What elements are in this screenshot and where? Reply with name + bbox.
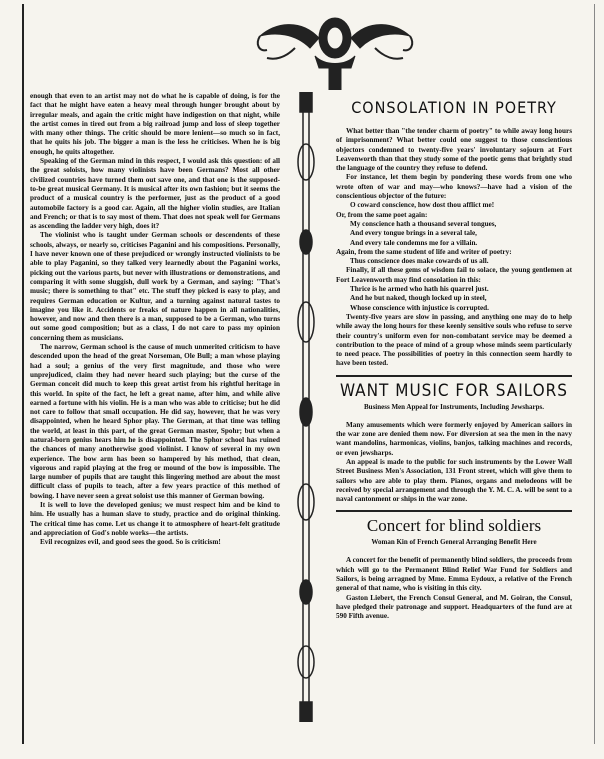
left-paragraph: Evil recognizes evil, and good sees the good. So is criticism! bbox=[40, 538, 221, 547]
left-paragraph: The narrow, German school is the cause of much unmerited criticism to have descended upon the head of the great Norseman, Ole Bull; a man whose playing had a soul; a genius of the very first magnitude, and those who were unprejudiced, claim they had never heard such playing; but the curse of the German conceit did much to keep this great artist from his rightful heritage in this world. In spite of the fact, he left a great name, after him, and while alive earned a fortune with his violin. He is a man who was able to criticise; but he did not care to follow that small occupation. He did say, however, that he was very disappointed, when he heard Sphor play. The German, at that time was telling the world, at least in this part, of the great German master, Spohr; but when a natural-born genius hears him he is disappointed. The Sphor school has ruined the chances of many anotherwise good violinist. I know of several in my own experience. The bow arm has been so hampered by his method, that clean, vigorous and rapid playing at the frog or mound of the bow is impossible. The large number of pupils that are taught this lingering method are about the most difficult class of pupils to teach, after a few years practice of this method of bowing. I have never seen a great soloist use this manner of German bowing. bbox=[30, 343, 280, 500]
poem-line: Thrice is he armed who hath his quarrel just. bbox=[350, 285, 489, 294]
sailors-paragraph: Many amusements which were formerly enjoyed by American sailors in the war zone are denied them now. For diversion at sea the men in the navy want mandolins, harmonicas, violins, banjos, talking machines and records, or even jewsharps. bbox=[336, 420, 572, 457]
left-paragraph: It is well to love the developed genius; we must respect him and be kind to him. He usually has a human slave to study, practice and do original thinking. The critical time has come. Let us change it to atmosphere of heart-felt gratitude and appreciation of God's noble works—the artists. bbox=[30, 501, 280, 537]
concert-paragraph: A concert for the benefit of permanently blind soldiers, the proceeds from which will go to the Permanent Blind Relief War Fund for Soldiers and Sailors, is being arragned by Mme. Emma Eydoux, a relative of the French general of that name, who is visiting in this city. bbox=[336, 556, 572, 593]
sailors-heading: WANT MUSIC FOR SAILORS bbox=[339, 380, 569, 401]
poem-line: Thus conscience does make cowards of us all. bbox=[350, 257, 489, 266]
left-paragraph: enough that even to an artist may not do what he is capable of doing, is for the fact that he might have eaten a heavy meal through hunger brought about by irregular meals, and again the critic might have indigestion on that night, while the artist comes in tired out from a big railroad jump and loss of sleep together with many other things. The critic should be more lenient—so much so in fact, that he quits his job. The bigger a man is the less he criticises. When he is big enough, he quits altogether. bbox=[30, 92, 280, 156]
consolation-paragraph: Again, from the same student of life and writer of poetry: bbox=[336, 247, 512, 256]
sailors-paragraph: An appeal is made to the public for such instruments by the Lower Wall Street Business Men's Association, 131 Front street, which will give them to sailors who are able to play them. Pianos, organs and melodeons will be received by special arrangement and through the Y. M. C. A. will be sent to a naval cantonment or ships in the war zone. bbox=[336, 457, 572, 504]
consolation-paragraph: Finally, if all these gems of wisdom fail to solace, the young gentlemen at Fort Leavenworth may find consolation in this: bbox=[336, 266, 572, 284]
consolation-paragraph: For instance, let them begin by pondering these words from one who wrote often of war and may—who knows?—have had a vision of the conscientious objector of the future: bbox=[336, 173, 572, 201]
left-paragraph: The violinist who is taught under German schools or descendents of these schools, always, or nearly so, criticises Paganini and his compositions. Personally, I have never known one of these prejudiced or wrongly instructed violinists to be able to play Paganini, so they talked very learnedly about the Paganini works, picking out the various parts, but never with illustrations or demonstrations, and comparing it with some sluggish, dull work by a German, and saying: "That's music; there is something to that" etc. The stuff they picked is easy to play, and requires German education or Kultur, and a turning against natural tastes to imagine you like it. Accidents or freaks of nature happen in all nationalities, however, and now and then there is a man, supposed to be a German, who turns out some good composition; but as a class, I do not care to pass my opinion concerning them as musicians. bbox=[30, 231, 280, 342]
poem-line: And he but naked, though locked up in steel, bbox=[350, 294, 487, 303]
left-paragraph: Speaking of the German mind in this respect, I would ask this question: of all the great soloists, how many violinists have been Germans? Most all other civilized countries have turned them out save one, and that one is the supposed-to-be great musical Germany. It is musical after its own fashion; but it seems the product of a musical country is the performer, just as the product of a good automobile factory is a good car. Again, all the higher violin studies, are Italian and French; or that is to say most of them. That does not speak well for Germans as ascending the ladder very high, does it? bbox=[30, 157, 280, 231]
concert-subheading: Woman Kin of French General Arranging Benefit Here bbox=[371, 538, 537, 547]
poem-line: And every tongue brings in a several tale, bbox=[350, 229, 477, 238]
section-divider bbox=[336, 510, 572, 512]
section-divider bbox=[336, 375, 572, 377]
left-article-column bbox=[30, 92, 280, 548]
right-article-column bbox=[336, 92, 572, 621]
ornamental-column-icon bbox=[286, 92, 326, 722]
poem-line: My conscience hath a thousand several tongues, bbox=[350, 219, 497, 228]
poem-line: Whose conscience with injustice is corrupted. bbox=[350, 303, 489, 312]
consolation-paragraph: What better than "the tender charm of poetry" to while away long hours of imprisonment? What better could one suggest to those conscientious objectors condemned to twenty-five years' involuntary sojourn at Fort Leavenworth than that they study some of the poetic gems that brightly stud the language of the country they refuse to defend. bbox=[336, 127, 572, 173]
consolation-paragraph: Or, from the same poet again: bbox=[336, 210, 428, 219]
concert-heading: Concert for blind soldiers bbox=[366, 516, 542, 536]
poem-line: And every tale condemns me for a villain. bbox=[350, 238, 478, 247]
consolation-heading: CONSOLATION IN POETRY bbox=[351, 98, 557, 117]
sailors-subheading: Business Men Appeal for Instruments, Including Jewsharps. bbox=[364, 402, 544, 411]
poem-line: O coward conscience, how dost thou afflict me! bbox=[350, 201, 495, 210]
ornamental-header-icon bbox=[255, 8, 415, 90]
consolation-paragraph: Twenty-five years are slow in passing, and anything one may do to help while away the long hours for these keenly sensitive souls who refuse to serve their country's uniform even for non-combatant service may be deemed a contribution to the peace of mind of a group whose minds seem particularly to need peace. The possibilities of poetry in this connection seem hardly to have been tested. bbox=[336, 312, 572, 368]
concert-paragraph: Gaston Liebert, the French Consul General, and M. Goiran, the Consul, have pledged their patronage and support. Headquarters of the fund are at 590 Fifth avenue. bbox=[336, 593, 572, 621]
